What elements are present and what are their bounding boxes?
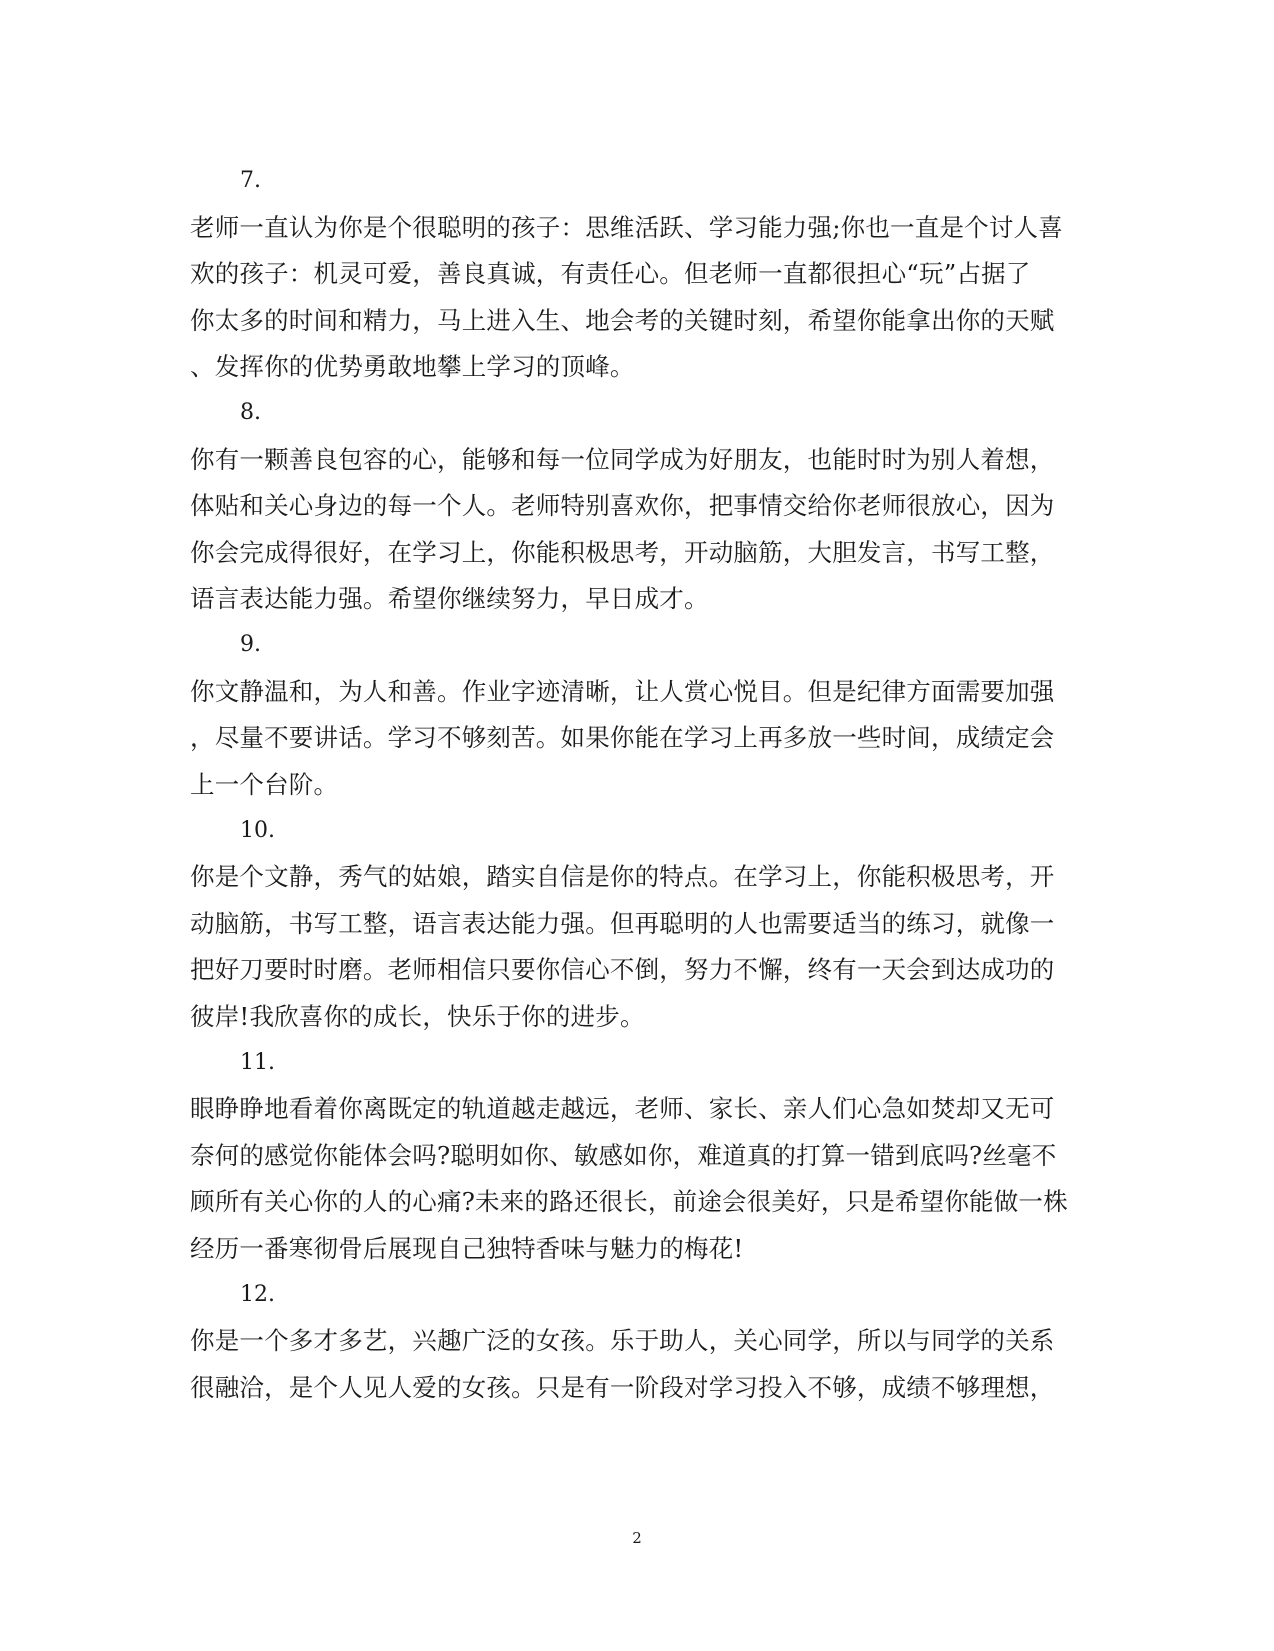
paragraph-line: 你是个文静，秀气的姑娘，踏实自信是你的特点。在学习上，你能积极思考，开 [190, 862, 1055, 891]
entry-number: 12. [240, 1282, 275, 1307]
paragraph-line: ，尽量不要讲话。学习不够刻苦。如果你能在学习上再多放一些时间，成绩定会 [190, 723, 1055, 752]
paragraph-line: 很融洽，是个人见人爱的女孩。只是有一阶段对学习投入不够，成绩不够理想， [190, 1373, 1055, 1402]
paragraph-line: 语言表达能力强。希望你继续努力，早日成才。 [190, 584, 709, 613]
paragraph-line: 眼睁睁地看着你离既定的轨道越走越远，老师、家长、亲人们心急如焚却又无可 [190, 1094, 1055, 1123]
paragraph-line: 你会完成得很好，在学习上，你能积极思考，开动脑筋，大胆发言，书写工整， [190, 538, 1055, 567]
paragraph-line: 欢的孩子：机灵可爱，善良真诚，有责任心。但老师一直都很担心“玩”占据了 [190, 259, 1031, 288]
paragraph-line: 上一个台阶。 [190, 770, 339, 799]
paragraph-line: 你有一颗善良包容的心，能够和每一位同学成为好朋友，也能时时为别人着想， [190, 445, 1055, 474]
paragraph-line: 体贴和关心身边的每一个人。老师特别喜欢你，把事情交给你老师很放心，因为 [190, 491, 1055, 520]
paragraph-line: 、发挥你的优势勇敢地攀上学习的顶峰。 [190, 352, 635, 381]
paragraph-line: 彼岸!我欣喜你的成长，快乐于你的进步。 [190, 1002, 645, 1031]
page-number: 2 [632, 1529, 642, 1547]
entry-number: 10. [240, 818, 275, 843]
paragraph-line: 把好刀要时时磨。老师相信只要你信心不倒，努力不懈，终有一天会到达成功的 [190, 955, 1055, 984]
paragraph-line: 动脑筋，书写工整，语言表达能力强。但再聪明的人也需要适当的练习，就像一 [190, 909, 1055, 938]
entry-number: 7. [240, 168, 261, 193]
entry-number: 8. [240, 400, 261, 425]
paragraph-line: 奈何的感觉你能体会吗?聪明如你、敏感如你，难道真的打算一错到底吗?丝毫不 [190, 1141, 1057, 1170]
paragraph-line: 你文静温和，为人和善。作业字迹清晰，让人赏心悦目。但是纪律方面需要加强 [190, 677, 1055, 706]
paragraph-line: 顾所有关心你的人的心痛?未来的路还很长，前途会很美好，只是希望你能做一株 [190, 1187, 1068, 1216]
entry-number: 9. [240, 632, 261, 657]
entry-number: 11. [240, 1050, 275, 1075]
paragraph-line: 老师一直认为你是个很聪明的孩子：思维活跃、学习能力强;你也一直是个讨人喜 [190, 213, 1063, 242]
paragraph-line: 经历一番寒彻骨后展现自己独特香味与魅力的梅花! [190, 1234, 744, 1263]
paragraph-line: 你是一个多才多艺，兴趣广泛的女孩。乐于助人，关心同学，所以与同学的关系 [190, 1326, 1055, 1355]
paragraph-line: 你太多的时间和精力，马上进入生、地会考的关键时刻，希望你能拿出你的天赋 [190, 306, 1055, 335]
